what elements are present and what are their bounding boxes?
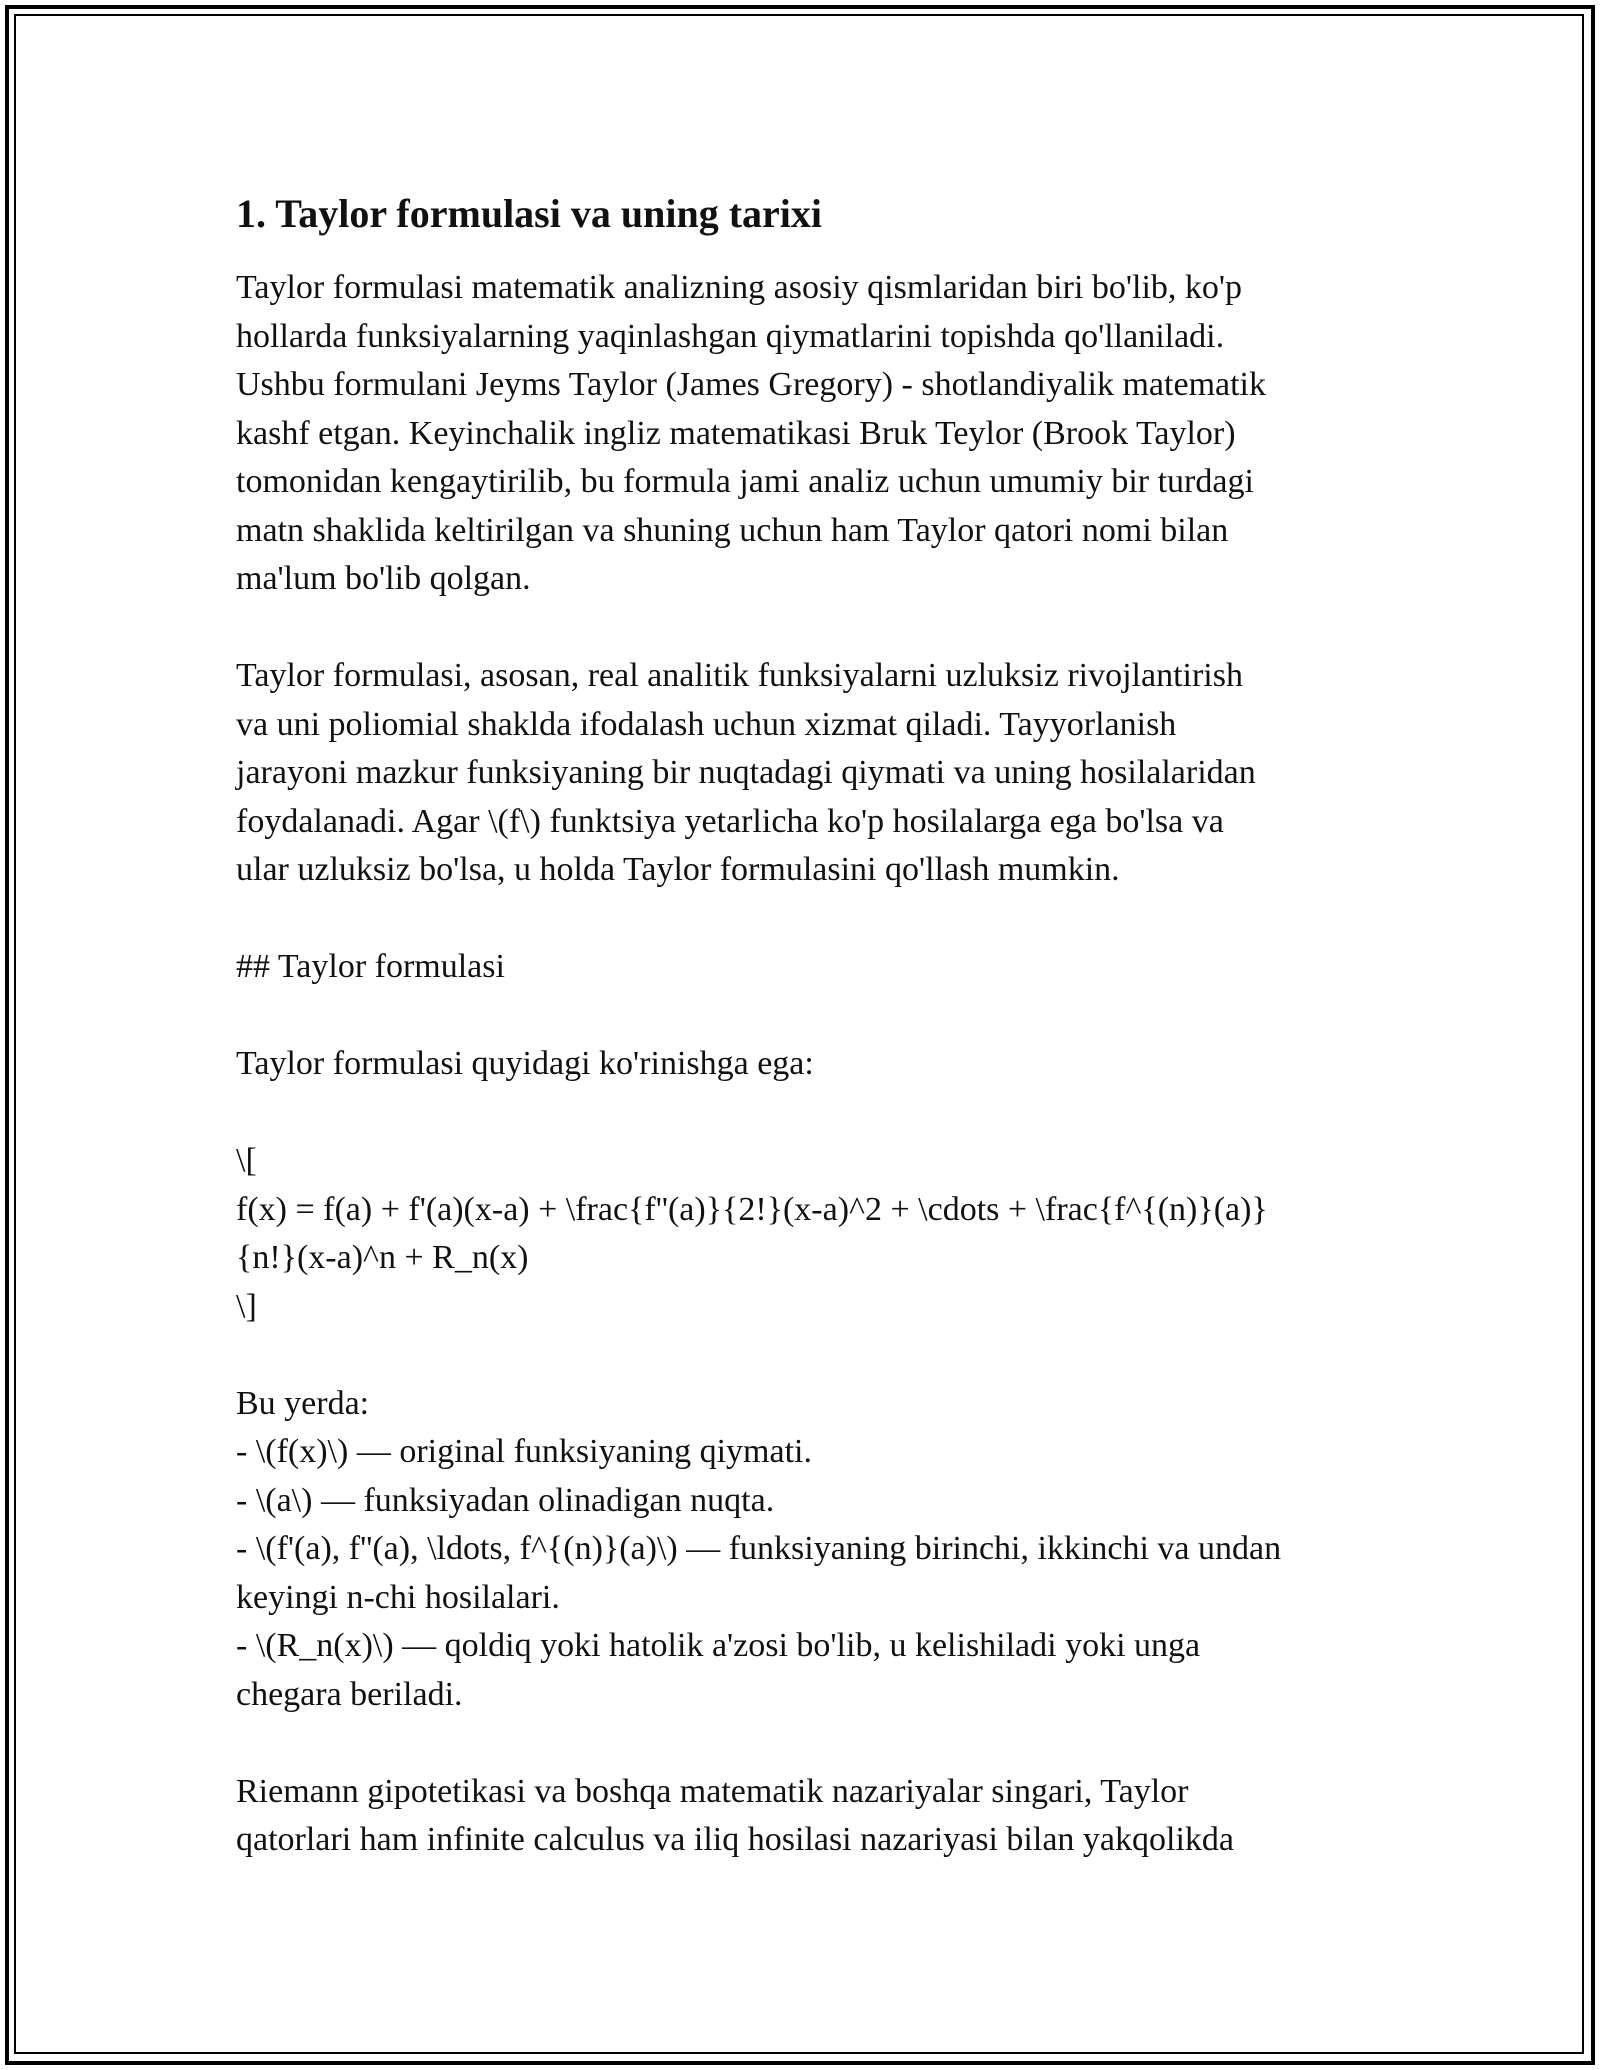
- text-line: qatorlari ham infinite calculus va iliq hosilasi nazariyasi bilan yakqolikda: [236, 1821, 1234, 1858]
- definitions-list: [236, 1380, 1396, 1720]
- definition-line: - \(R_n(x)\) — qoldiq yoki hatolik a'zosi bo'lib, u kelishiladi yoki unga: [236, 1627, 1201, 1664]
- text-line: jarayoni mazkur funksiyaning bir nuqtadagi qiymati va uning hosilalaridan: [236, 754, 1256, 791]
- formula-line: \[: [236, 1142, 257, 1179]
- text-line: Ushbu formulani Jeyms Taylor (James Gregory) - shotlandiyalik matematik: [236, 366, 1266, 403]
- paragraph-history: [236, 264, 1396, 604]
- text-line: ular uzluksiz bo'lsa, u holda Taylor formulasini qo'llash mumkin.: [236, 851, 1120, 888]
- markdown-subheading: [236, 943, 1396, 992]
- definition-line: - \(f'(a), f''(a), \ldots, f^{(n)}(a)\) — funksiyaning birinchi, ikkinchi va undan: [236, 1530, 1282, 1567]
- paragraph-context: [236, 1768, 1396, 1865]
- formula-line: f(x) = f(a) + f'(a)(x-a) + \frac{f''(a)}{2!}(x-a)^2 + \cdots + \frac{f^{(n)}(a)}: [236, 1190, 1268, 1228]
- paragraph-purpose: [236, 652, 1396, 895]
- text-line: hollarda funksiyalarning yaqinlashgan qiymatlarini topishda qo'llaniladi.: [236, 317, 1225, 355]
- text-line: ma'lum bo'lib qolgan.: [236, 560, 531, 597]
- definition-line: Bu yerda:: [236, 1384, 370, 1422]
- formula-intro: [236, 1040, 1396, 1089]
- subheading-text: ## Taylor formulasi: [236, 948, 505, 985]
- text-line: foydalanadi. Agar \(f\) funktsiya yetarlicha ko'p hosilalarga ega bo'lsa va: [236, 802, 1224, 840]
- intro-text: Taylor formulasi quyidagi ko'rinishga ega:: [236, 1045, 814, 1082]
- document-body: [236, 188, 1396, 1865]
- text-line: Taylor formulasi, asosan, real analitik funksiyalarni uzluksiz rivojlantirish: [236, 657, 1243, 694]
- text-line: kashf etgan. Keyinchalik ingliz matematikasi Bruk Teylor (Brook Taylor): [236, 414, 1236, 452]
- definition-line: keyingi n-chi hosilalari.: [236, 1578, 560, 1616]
- formula-line: \]: [236, 1287, 257, 1325]
- text-line: matn shaklida keltirilgan va shuning uchun ham Taylor qatori nomi bilan: [236, 511, 1229, 549]
- formula-block: [236, 1137, 1396, 1331]
- definition-line: - \(a\) — funksiyadan olinadigan nuqta.: [236, 1481, 775, 1519]
- text-line: tomonidan kengaytirilib, bu formula jami analiz uchun umumiy bir turdagi: [236, 463, 1254, 500]
- section-heading: 1. Taylor formulasi va uning tarixi: [236, 191, 823, 236]
- text-line: Taylor formulasi matematik analizning asosiy qismlaridan biri bo'lib, ko'p: [236, 269, 1243, 306]
- formula-line: {n!}(x-a)^n + R_n(x): [236, 1239, 529, 1276]
- definition-line: chegara beriladi.: [236, 1675, 463, 1713]
- definition-line: - \(f(x)\) — original funksiyaning qiymati.: [236, 1433, 812, 1470]
- text-line: Riemann gipotetikasi va boshqa matematik nazariyalar singari, Taylor: [236, 1772, 1189, 1810]
- text-line: va uni poliomial shakldа ifodalash uchun xizmat qiladi. Tayyorlanish: [236, 705, 1177, 743]
